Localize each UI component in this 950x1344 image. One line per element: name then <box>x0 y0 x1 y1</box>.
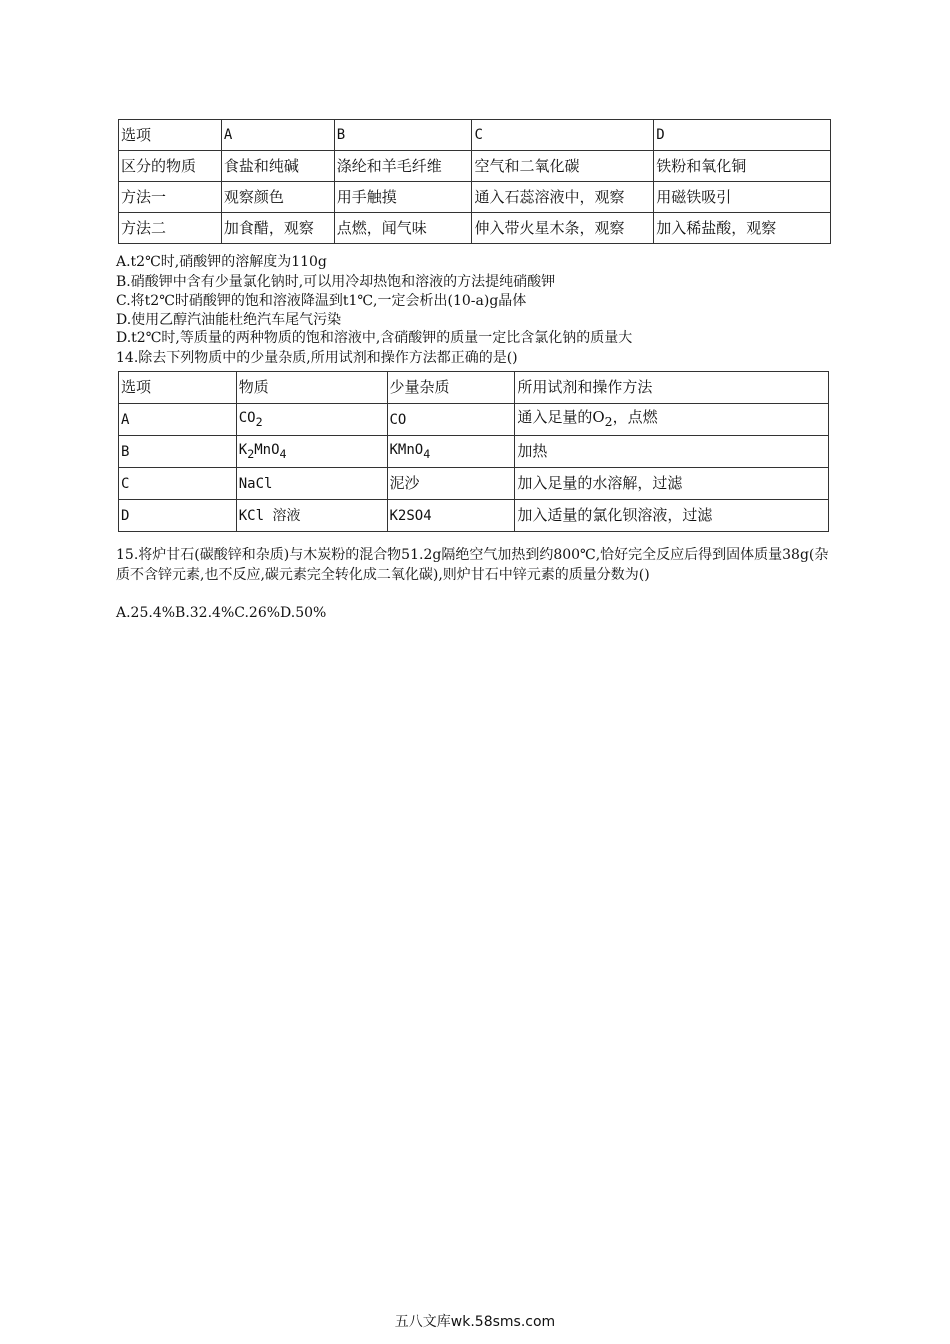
table-row <box>119 151 831 182</box>
formula-text: K <box>238 441 248 458</box>
table-cell: 所用试剂和操作方法 <box>515 372 829 404</box>
table-cell: 加热 <box>515 436 829 468</box>
option-line: D.t2℃时,等质量的两种物质的饱和溶液中,含硝酸钾的质量一定比含氯化钠的质量大 <box>116 330 633 346</box>
question-15-stem: 15.将炉甘石(碳酸锌和杂质)与木炭粉的混合物51.2g隔绝空气加热到约800℃,恰好完全反应后得到固体质量38g(杂质不含锌元素,也不反应,碳元素完全转化成二氧化碳),则炉甘石中锌元素的质量分数为() <box>116 547 829 583</box>
option-line: C.将t2℃时硝酸钾的饱和溶液降温到t1℃,一定会析出(10-a)g晶体 <box>116 293 527 309</box>
option-line: D.使用乙醇汽油能杜绝汽车尾气污染 <box>116 312 342 328</box>
question-14-stem: 14.除去下列物质中的少量杂质,所用试剂和操作方法都正确的是() <box>116 350 518 366</box>
page-footer: 五八文库wk.58sms.com <box>394 1314 556 1330</box>
table-cell: 加入稀盐酸，观察 <box>654 213 831 244</box>
table-cell: 加入适量的氯化钡溶液，过滤 <box>515 500 829 532</box>
table-cell: 选项 <box>119 120 222 151</box>
formula-text: CO <box>389 411 407 428</box>
table-cell: NaCl <box>236 468 387 500</box>
table-row <box>119 500 829 532</box>
table-cell: K2SO4 <box>387 500 515 532</box>
table-cell: C <box>119 468 237 500</box>
table-cell: D <box>119 500 237 532</box>
impurity-table <box>118 371 829 532</box>
table-cell <box>236 404 387 436</box>
method-text: 通入足量的O <box>517 408 605 427</box>
table-cell: B <box>119 436 237 468</box>
table-cell: 加食醋，观察 <box>221 213 334 244</box>
formula-text: KMnO <box>389 441 424 458</box>
table-cell: 用手触摸 <box>334 182 472 213</box>
method-text: ，点燃 <box>612 408 658 427</box>
table-cell: 伸入带火星木条，观察 <box>472 213 654 244</box>
table-cell: 空气和二氧化碳 <box>472 151 654 182</box>
table-row <box>119 213 831 244</box>
formula-subscript: 2 <box>247 446 255 461</box>
table-cell: 通入石蕊溶液中，观察 <box>472 182 654 213</box>
table-cell: 铁粉和氧化铜 <box>654 151 831 182</box>
table-cell: C <box>472 120 654 151</box>
table-cell: 涤纶和羊毛纤维 <box>334 151 472 182</box>
table-cell: 选项 <box>119 372 237 404</box>
formula-text: CO <box>238 409 256 426</box>
table-cell: 食盐和纯碱 <box>221 151 334 182</box>
table-row <box>119 404 829 436</box>
table-cell: A <box>119 404 237 436</box>
table-cell <box>515 404 829 436</box>
formula-subscript: 4 <box>279 446 287 461</box>
formula-subscript: 2 <box>255 414 263 429</box>
table-cell: 观察颜色 <box>221 182 334 213</box>
table-cell: 泥沙 <box>387 468 515 500</box>
formula-subscript: 4 <box>423 446 431 461</box>
table-cell: 少量杂质 <box>387 372 515 404</box>
table-cell: 点燃，闻气味 <box>334 213 472 244</box>
table-cell: 方法二 <box>119 213 222 244</box>
option-line: B.硝酸钾中含有少量氯化钠时,可以用冷却热饱和溶液的方法提纯硝酸钾 <box>116 274 556 290</box>
table-cell: 加入足量的水溶解，过滤 <box>515 468 829 500</box>
table-cell <box>387 436 515 468</box>
table-cell: 方法一 <box>119 182 222 213</box>
table-row <box>119 372 829 404</box>
table-row <box>119 120 831 151</box>
table-row <box>119 468 829 500</box>
table-cell: A <box>221 120 334 151</box>
question-15-options: A.25.4%B.32.4%C.26%D.50% <box>116 605 327 621</box>
option-line: A.t2℃时,硝酸钾的溶解度为110g <box>116 254 327 270</box>
formula-text: MnO <box>254 441 280 458</box>
table-cell: 物质 <box>236 372 387 404</box>
distinguish-table <box>118 119 831 244</box>
table-cell <box>236 436 387 468</box>
table-cell: 用磁铁吸引 <box>654 182 831 213</box>
table-cell <box>387 404 515 436</box>
table-cell: KCl 溶液 <box>236 500 387 532</box>
table-row <box>119 182 831 213</box>
table-cell: 区分的物质 <box>119 151 222 182</box>
table-cell: D <box>654 120 831 151</box>
table-cell: B <box>334 120 472 151</box>
table-row <box>119 436 829 468</box>
formula-subscript: 2 <box>604 414 613 430</box>
